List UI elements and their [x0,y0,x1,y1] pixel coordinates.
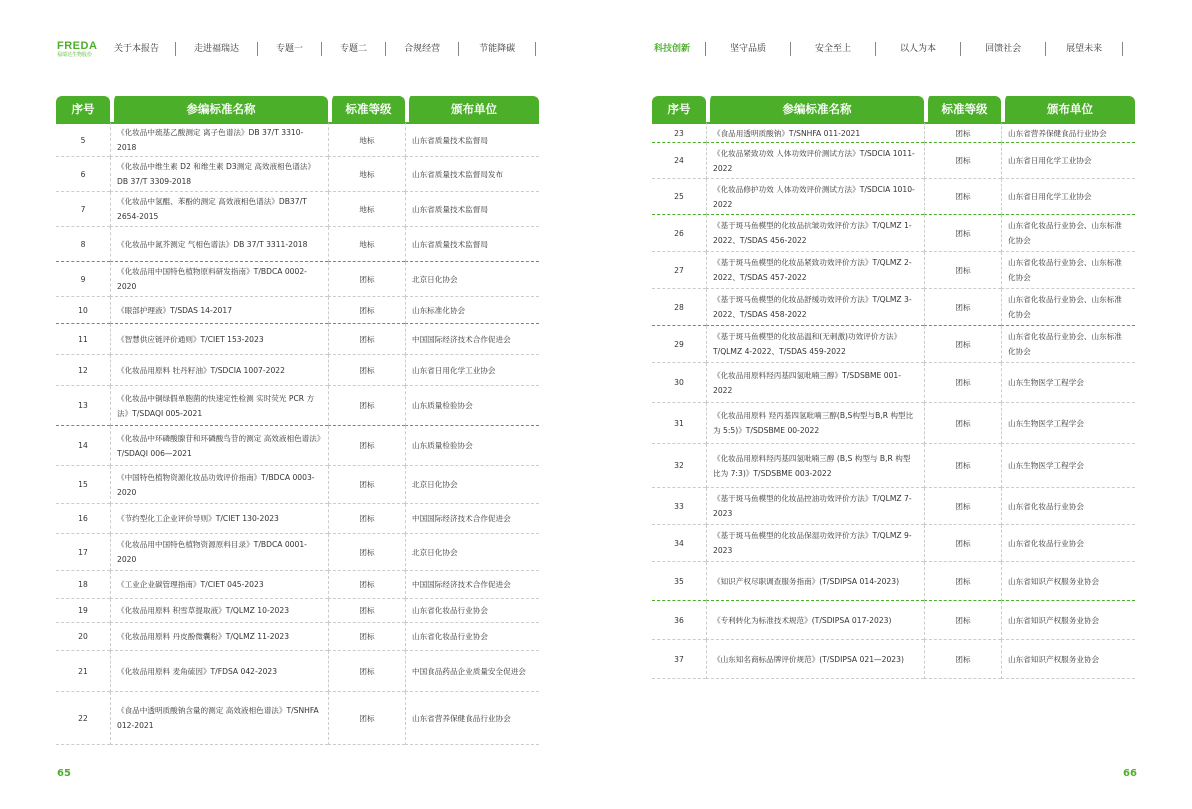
issuing-org: 山东省质量技术监督局 [405,122,539,157]
standard-level: 团标 [924,326,1001,363]
header-level: 标准等级 [924,96,1001,122]
standard-name: 《中国特色植物资源化妆品功效评价指南》T/BDCA 0003-2020 [110,466,328,504]
page-number: 66 [1123,768,1137,779]
header-no: 序号 [652,96,706,122]
row-number: 6 [56,157,110,192]
header-name: 参编标准名称 [110,96,328,122]
issuing-org: 山东省化妆品行业协会、山东标准化协会 [1001,326,1135,363]
table-row [652,488,1135,525]
standard-level: 团标 [924,525,1001,562]
row-number: 21 [56,651,110,692]
standard-level: 团标 [328,324,405,355]
standard-name: 《化妆品中环磷酸腺苷和环磷酸鸟苷的测定 高效液相色谱法》T/SDAQI 006—2021 [110,426,328,466]
row-number: 33 [652,488,706,525]
standard-name: 《化妆品用原料 麦角硫因》T/FDSA 042-2023 [110,651,328,692]
issuing-org: 山东质量检验协会 [405,386,539,426]
issuing-org: 北京日化协会 [405,534,539,571]
standard-name: 《化妆品中氮芥测定 气相色谱法》DB 37/T 3311-2018 [110,227,328,262]
standard-name: 《基于斑马鱼模型的化妆品温和(无刺激)功效评价方法》T/QLMZ 4-2022、T/SDAS 459-2022 [706,326,924,363]
issuing-org: 山东质量检验协会 [405,426,539,466]
issuing-org: 山东省化妆品行业协会、山东标准化协会 [1001,252,1135,289]
row-number: 16 [56,504,110,534]
standard-level: 团标 [924,601,1001,640]
table-row [56,571,539,599]
standard-level: 团标 [924,215,1001,252]
standard-name: 《基于斑马鱼模型的化妆品控油功效评价方法》T/QLMZ 7-2023 [706,488,924,525]
standard-level: 团标 [924,289,1001,326]
issuing-org: 山东生物医学工程学会 [1001,363,1135,403]
standard-name: 《化妆品用原料 牡丹籽油》T/SDCIA 1007-2022 [110,355,328,386]
issuing-org: 北京日化协会 [405,262,539,297]
row-number: 35 [652,562,706,601]
standard-level: 团标 [924,444,1001,488]
table-row [56,227,539,262]
standard-name: 《知识产权尽职调查服务指南》(T/SDIPSA 014-2023) [706,562,924,601]
issuing-org: 山东省质量技术监督局 [405,227,539,262]
issuing-org: 山东省质量技术监督局 [405,192,539,227]
standard-level: 团标 [328,651,405,692]
issuing-org: 山东标准化协会 [405,297,539,324]
issuing-org: 北京日化协会 [405,466,539,504]
standards-table-left [56,96,539,745]
standard-name: 《眼部护理液》T/SDAS 14-2017 [110,297,328,324]
standard-name: 《工业企业碳管理指南》T/CIET 045-2023 [110,571,328,599]
row-number: 10 [56,297,110,324]
table-body-right [652,122,1135,679]
table-row [56,466,539,504]
issuing-org: 中国食品药品企业质量安全促进会 [405,651,539,692]
standard-level: 团标 [328,262,405,297]
row-number: 12 [56,355,110,386]
row-number: 11 [56,324,110,355]
standard-name: 《基于斑马鱼模型的化妆品抗皱功效评价方法》T/QLMZ 1-2022、T/SDAS 456-2022 [706,215,924,252]
issuing-org: 山东省日用化学工业协会 [405,355,539,386]
standard-name: 《山东知名商标品牌评价规范》(T/SDIPSA 021—2023) [706,640,924,679]
standard-level: 团标 [328,623,405,651]
table-row [56,324,539,355]
standard-name: 《基于斑马鱼模型的化妆品舒缓功效评价方法》T/QLMZ 3-2022、T/SDAS 458-2022 [706,289,924,326]
nav-item-people[interactable]: 以人为本 [876,42,961,56]
issuing-org: 中国国际经济技术合作促进会 [405,571,539,599]
standard-level: 团标 [328,692,405,745]
table-row [652,289,1135,326]
issuing-org: 中国国际经济技术合作促进会 [405,324,539,355]
issuing-org: 山东省化妆品行业协会 [405,623,539,651]
logo-subtext: 福瑞达生物股份 [57,52,93,58]
issuing-org: 山东省化妆品行业协会 [1001,488,1135,525]
table-row [56,623,539,651]
row-number: 17 [56,534,110,571]
standard-level: 团标 [328,599,405,623]
nav-item-compliance[interactable]: 合规经营 [386,42,459,56]
nav-item-topic-2[interactable]: 专题二 [322,42,386,56]
issuing-org: 山东省知识产权服务业协会 [1001,640,1135,679]
table-row [56,262,539,297]
standard-level: 团标 [328,534,405,571]
table-row [652,601,1135,640]
standard-name: 《化妆品中氢醌、苯酚的测定 高效液相色谱法》DB37/T 2654-2015 [110,192,328,227]
table-row [56,534,539,571]
issuing-org: 山东省质量技术监督局发布 [405,157,539,192]
standard-level: 团标 [328,571,405,599]
issuing-org: 山东省日用化学工业协会 [1001,143,1135,179]
standard-name: 《化妆品用原料羟丙基四氢吡喃三醇 (B,S 构型与 B,R 构型比为 7:3)》T/SDSBME 003-2022 [706,444,924,488]
issuing-org: 山东省知识产权服务业协会 [1001,562,1135,601]
table-row [56,386,539,426]
standard-name: 《化妆品中维生素 D2 和维生素 D3测定 高效液相色谱法》DB 37/T 3309-2018 [110,157,328,192]
table-row [652,562,1135,601]
standard-level: 团标 [328,297,405,324]
nav-item-safety[interactable]: 安全至上 [791,42,876,56]
row-number: 9 [56,262,110,297]
nav-item-quality[interactable]: 坚守品质 [706,42,791,56]
nav-item-topic-1[interactable]: 专题一 [258,42,322,56]
table-row [652,122,1135,143]
table-row [56,504,539,534]
standard-name: 《化妆品用原料 羟丙基四氢吡喃三醇(B,S构型与B,R 构型比为 5:5)》T/SDSBME 00-2022 [706,403,924,444]
table-body-left [56,122,539,745]
header-level: 标准等级 [328,96,405,122]
freda-logo [57,41,97,59]
row-number: 5 [56,122,110,157]
standard-name: 《化妆品用中国特色植物资源原料目录》T/BDCA 0001-2020 [110,534,328,571]
standard-level: 团标 [328,386,405,426]
standard-name: 《化妆品用原料羟丙基四氢吡喃三醇》T/SDSBME 001-2022 [706,363,924,403]
row-number: 19 [56,599,110,623]
header-no: 序号 [56,96,110,122]
standard-level: 团标 [924,488,1001,525]
issuing-org: 山东省知识产权服务业协会 [1001,601,1135,640]
issuing-org: 山东省化妆品行业协会、山东标准化协会 [1001,289,1135,326]
standard-level: 团标 [924,562,1001,601]
table-row [56,651,539,692]
issuing-org: 山东省营养保健食品行业协会 [1001,122,1135,143]
table-row [652,179,1135,215]
nav-right [638,42,1123,56]
standard-name: 《化妆品紧致功效 人体功效评价测试方法》T/SDCIA 1011-2022 [706,143,924,179]
issuing-org: 中国国际经济技术合作促进会 [405,504,539,534]
standard-level: 团标 [328,355,405,386]
standard-level: 团标 [924,143,1001,179]
standard-level: 地标 [328,227,405,262]
nav-item-about-report[interactable]: 关于本报告 [98,42,176,56]
row-number: 24 [652,143,706,179]
standard-name: 《基于斑马鱼模型的化妆品紧致功效评价方法》T/QLMZ 2-2022、T/SDAS 457-2022 [706,252,924,289]
table-row [652,326,1135,363]
standard-level: 团标 [924,122,1001,143]
standard-name: 《化妆品中巯基乙酸测定 离子色谱法》DB 37/T 3310-2018 [110,122,328,157]
row-number: 20 [56,623,110,651]
row-number: 23 [652,122,706,143]
standard-name: 《节约型化工企业评价导则》T/CIET 130-2023 [110,504,328,534]
row-number: 28 [652,289,706,326]
header-org: 颁布单位 [1001,96,1135,122]
standard-name: 《化妆品中铜绿假单胞菌的快速定性检测 实时荧光 PCR 方法》T/SDAQI 005-2021 [110,386,328,426]
nav-item-outlook[interactable]: 展望未来 [1046,42,1123,56]
standard-level: 团标 [924,403,1001,444]
table-row [56,599,539,623]
page-number: 65 [57,768,71,779]
row-number: 8 [56,227,110,262]
row-number: 25 [652,179,706,215]
standard-level: 团标 [924,363,1001,403]
standard-level: 团标 [328,426,405,466]
issuing-org: 山东省日用化学工业协会 [1001,179,1135,215]
standard-name: 《化妆品修护功效 人体功效评价测试方法》T/SDCIA 1010-2022 [706,179,924,215]
table-row [56,692,539,745]
nav-item-tech-innovation[interactable]: 科技创新 [638,42,706,56]
logo-text: FREDA [57,40,98,52]
row-number: 37 [652,640,706,679]
standard-level: 团标 [924,640,1001,679]
row-number: 22 [56,692,110,745]
standard-name: 《化妆品用原料 丹皮酚微囊粉》T/QLMZ 11-2023 [110,623,328,651]
table-row [652,444,1135,488]
standard-level: 团标 [328,466,405,504]
row-number: 27 [652,252,706,289]
table-row [56,157,539,192]
standard-level: 地标 [328,157,405,192]
row-number: 18 [56,571,110,599]
table-row [652,252,1135,289]
right-page [596,0,1192,809]
issuing-org: 山东省化妆品行业协会 [405,599,539,623]
issuing-org: 山东省营养保健食品行业协会 [405,692,539,745]
standard-level: 团标 [328,504,405,534]
row-number: 14 [56,426,110,466]
standard-name: 《食品中透明质酸钠含量的测定 高效液相色谱法》T/SNHFA 012-2021 [110,692,328,745]
issuing-org: 山东省化妆品行业协会、山东标准化协会 [1001,215,1135,252]
table-row [56,355,539,386]
nav-item-about-freda[interactable]: 走进福瑞达 [176,42,258,56]
table-row [652,525,1135,562]
row-number: 13 [56,386,110,426]
header-org: 颁布单位 [405,96,539,122]
table-row [652,363,1135,403]
table-row [56,426,539,466]
issuing-org: 山东生物医学工程学会 [1001,444,1135,488]
row-number: 31 [652,403,706,444]
standard-level: 地标 [328,122,405,157]
standard-name: 《专利转化为标准技术规范》(T/SDIPSA 017-2023) [706,601,924,640]
row-number: 36 [652,601,706,640]
row-number: 30 [652,363,706,403]
standard-name: 《基于斑马鱼模型的化妆品保湿功效评价方法》T/QLMZ 9-2023 [706,525,924,562]
standard-name: 《化妆品用中国特色植物原料研发指南》T/BDCA 0002-2020 [110,262,328,297]
issuing-org: 山东省化妆品行业协会 [1001,525,1135,562]
standard-name: 《食品用透明质酸钠》T/SNHFA 011-2021 [706,122,924,143]
table-row [652,403,1135,444]
issuing-org: 山东生物医学工程学会 [1001,403,1135,444]
row-number: 26 [652,215,706,252]
row-number: 32 [652,444,706,488]
row-number: 34 [652,525,706,562]
row-number: 7 [56,192,110,227]
standards-table-right [652,96,1135,679]
table-row [56,122,539,157]
table-row [652,143,1135,179]
row-number: 15 [56,466,110,504]
nav-item-energy-saving[interactable]: 节能降碳 [459,42,536,56]
standard-level: 团标 [924,179,1001,215]
nav-item-society[interactable]: 回馈社会 [961,42,1046,56]
table-row [652,640,1135,679]
nav-left [98,42,536,56]
standard-level: 地标 [328,192,405,227]
standard-level: 团标 [924,252,1001,289]
table-row [56,297,539,324]
standard-name: 《化妆品用原料 积雪草提取液》T/QLMZ 10-2023 [110,599,328,623]
row-number: 29 [652,326,706,363]
standard-name: 《智慧供应链评价通则》T/CIET 153-2023 [110,324,328,355]
header-name: 参编标准名称 [706,96,924,122]
table-row [652,215,1135,252]
table-row [56,192,539,227]
